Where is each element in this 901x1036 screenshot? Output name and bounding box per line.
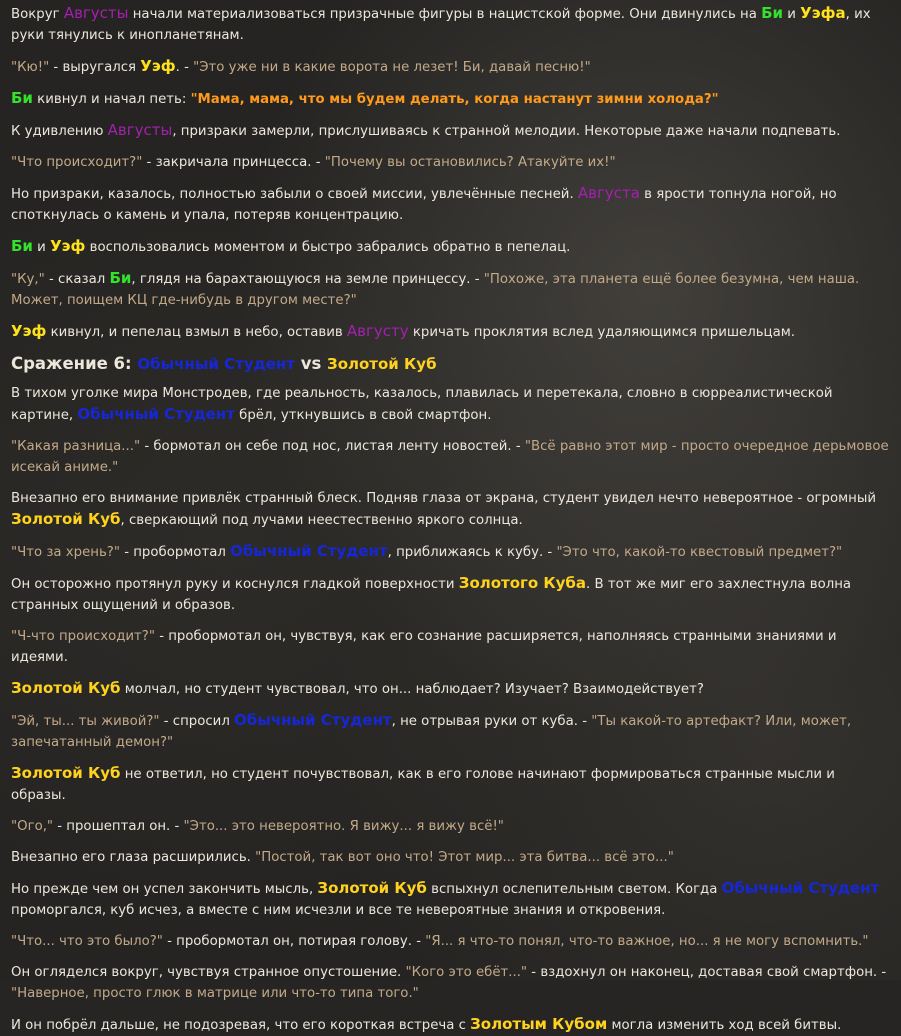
narration-text: . - — [175, 60, 194, 75]
name-golden-cube: Золотой Куб — [11, 764, 121, 782]
name-wef: Уэф — [140, 57, 176, 75]
narration-text: начали материализоваться призрачные фигуры в нацистской форме. Они двинулись на — [128, 7, 762, 22]
story-paragraph — [11, 152, 891, 173]
quote-text: "Похоже, эта планета ещё более безумна, чем наша. Может, поищем КЦ где-нибудь в другом месте?" — [11, 272, 860, 308]
quote-text: "Наверное, просто глюк в матрице или что-то типа того." — [11, 986, 419, 1001]
narration-text: - бормотал он себе под нос, листая ленту новостей. - — [140, 439, 525, 454]
narration-text: не ответил, но студент почувствовал, как в его голове начинают формироваться странные мысли и образы. — [11, 767, 835, 803]
name-student: Обычный Студент — [137, 355, 295, 373]
narration-text: вспыхнул ослепительным светом. Когда — [426, 882, 722, 897]
name-augusta: Августы — [63, 4, 129, 22]
name-bi: Би — [109, 269, 132, 287]
narration-text: - спросил — [159, 714, 235, 729]
narration-text: - пробормотал он, чувствуя, как его сознание расширяется, наполняясь странными знаниями и идеями. — [11, 629, 837, 665]
quote-text: "Это что, какой-то квестовый предмет?" — [556, 545, 843, 560]
narration-text: , призраки замерли, прислушиваясь к странной мелодии. Некоторые даже начали подпевать. — [172, 124, 841, 139]
story-paragraph — [11, 1014, 891, 1036]
narration-text: , глядя на барахтающуюся на земле принцессу. - — [131, 272, 484, 287]
narration-text: , сверкающий под лучами неестественно яркого солнца. — [120, 513, 523, 528]
story-paragraph — [11, 268, 891, 311]
narration-text: и — [32, 240, 51, 255]
narration-text: в ярости топнула ногой, но споткнулась о камень и упала, потеряв концентрацию. — [11, 187, 837, 223]
quote-text: "Что за хрень?" — [11, 545, 120, 560]
story-paragraph — [11, 763, 891, 806]
quote-text: "Что... что это было?" — [11, 934, 163, 949]
name-student: Обычный Студент — [77, 405, 235, 423]
name-bi: Би — [11, 89, 33, 107]
name-augusta: Августы — [107, 121, 173, 139]
story-paragraph — [11, 962, 891, 1004]
name-golden-cube: Золотой Куб — [317, 879, 427, 897]
quote-text: "Какая разница..." — [11, 439, 141, 454]
story-paragraph — [11, 816, 891, 837]
quote-text: "Ку," — [11, 272, 45, 287]
narration-text: , не отрывая руки от куба. - — [391, 714, 592, 729]
story-paragraph — [11, 321, 891, 343]
narration-text: К удивлению — [11, 124, 108, 139]
quote-text: "Я... я что-то понял, что-то важное, но... я не могу вспомнить." — [425, 934, 869, 949]
narration-text: В тихом уголке мира Монстродев, где реальность, казалось, плавилась и перетекала, словно в сюрреалистической картине, — [11, 386, 833, 423]
narration-text: брёл, уткнувшись в свой смартфон. — [234, 408, 492, 423]
story-paragraph — [11, 541, 891, 563]
story-paragraph — [11, 383, 891, 426]
quote-text: "Ого," — [11, 819, 54, 834]
narration-text: кричать проклятия вслед удаляющимся пришельцам. — [408, 325, 796, 340]
narration-text: Внезапно его глаза расширились. — [11, 850, 256, 865]
narration-text: Сражение 6: — [11, 354, 138, 373]
narration-text: кивнул и начал петь: — [32, 92, 191, 107]
narration-text: - прошептал он. - — [53, 819, 184, 834]
narration-text: молчал, но студент чувствовал, что он... наблюдает? Изучает? Взаимодействует? — [120, 682, 704, 697]
narration-text: Он осторожно протянул руку и коснулся гладкой поверхности — [11, 577, 459, 592]
story-paragraph — [11, 878, 891, 921]
story-paragraph — [11, 710, 891, 753]
narration-text: проморгался, куб исчез, а вместе с ним исчезли и все те невероятные знания и откровения. — [11, 903, 666, 918]
narration-text: - пробормотал он, потирая голову. - — [162, 934, 426, 949]
narration-text: Но призраки, казалось, полностью забыли о своей миссии, увлечённые песней. — [11, 187, 578, 202]
story-paragraph — [11, 678, 891, 700]
section-heading — [11, 353, 891, 375]
name-augusta: Августу — [346, 322, 409, 340]
quote-text: "Ч-что происходит?" — [11, 629, 155, 644]
narration-text: - вздохнул он наконец, доставая свой смартфон. - — [527, 965, 887, 980]
name-wef: Уэф — [50, 237, 86, 255]
name-golden-cube: Золотым Кубом — [470, 1015, 608, 1033]
name-student: Обычный Студент — [234, 711, 392, 729]
story-paragraph — [11, 183, 891, 226]
narration-text: - закричала принцесса. - — [142, 155, 325, 170]
narration-text: И он побрёл дальше, не подозревая, что его короткая встреча с — [11, 1018, 471, 1033]
song-lyrics: "Мама, мама, что мы будем делать, когда настанут зимни холода?" — [190, 92, 719, 107]
quote-text: "Кю!" — [11, 60, 50, 75]
narration-text: , приближаясь к кубу. - — [387, 545, 557, 560]
narration-text: и — [783, 7, 801, 22]
name-golden-cube: Золотого Куба — [458, 574, 587, 592]
quote-text: "Это уже ни в какие ворота не лезет! Би, давай песню!" — [193, 60, 591, 75]
story-paragraph — [11, 847, 891, 868]
narration-text: . В тот же миг его захлестнула волна странных ощущений и образов. — [11, 577, 852, 613]
narration-text: Но прежде чем он успел закончить мысль, — [11, 882, 318, 897]
narration-text: Вокруг — [11, 7, 64, 22]
narration-text: кивнул, и пепелац взмыл в небо, оставив — [46, 325, 347, 340]
story-paragraph — [11, 56, 891, 78]
quote-text: "Всё равно этот мир - просто очередное дерьмовое исекай аниме." — [11, 439, 889, 475]
quote-text: "Почему вы остановились? Атакуйте их!" — [324, 155, 616, 170]
story-paragraph — [11, 3, 891, 46]
quote-text: "Постой, так вот оно что! Этот мир... эта битва... всё это..." — [255, 850, 674, 865]
narration-text: vs — [294, 354, 328, 373]
quote-text: "Это... это невероятно. Я вижу... я вижу всё!" — [183, 819, 504, 834]
story-paragraph — [11, 488, 891, 531]
name-student: Обычный Студент — [721, 879, 880, 897]
quote-text: "Кого это ебёт..." — [405, 965, 528, 980]
story-paragraph — [11, 931, 891, 952]
story-paragraph — [11, 573, 891, 616]
name-student: Обычный Студент — [230, 542, 388, 560]
narration-text: - сказал — [44, 272, 110, 287]
quote-text: "Что происходит?" — [11, 155, 143, 170]
story-paragraph — [11, 88, 891, 110]
quote-text: "Ты какой-то артефакт? Или, может, запечатанный демон?" — [11, 714, 852, 750]
name-golden-cube: Золотой Куб — [327, 355, 437, 373]
narration-text: Он огляделся вокруг, чувствуя странное опустошение. — [11, 965, 406, 980]
story-paragraph — [11, 436, 891, 478]
narration-text: , их руки тянулись к инопланетянам. — [11, 7, 871, 43]
story-paragraph — [11, 236, 891, 258]
narration-text: могла изменить ход всей битвы. — [607, 1018, 842, 1033]
name-golden-cube: Золотой Куб — [11, 679, 121, 697]
story-paragraph — [11, 120, 891, 142]
name-augusta: Августа — [577, 184, 640, 202]
narration-text: - выругался — [49, 60, 141, 75]
name-bi: Би — [11, 237, 33, 255]
narration-text: - пробормотал — [119, 545, 231, 560]
name-golden-cube: Золотой Куб — [11, 510, 121, 528]
name-wef: Уэфа — [800, 4, 846, 22]
name-wef: Уэф — [11, 322, 47, 340]
narration-text: воспользовались моментом и быстро забрались обратно в пепелац. — [85, 240, 571, 255]
name-bi: Би — [761, 4, 784, 22]
quote-text: "Эй, ты... ты живой?" — [11, 714, 160, 729]
story-paragraph — [11, 626, 891, 668]
narration-text: Внезапно его внимание привлёк странный блеск. Подняв глаза от экрана, студент увидел нечто невероятное - огромный — [11, 491, 876, 506]
